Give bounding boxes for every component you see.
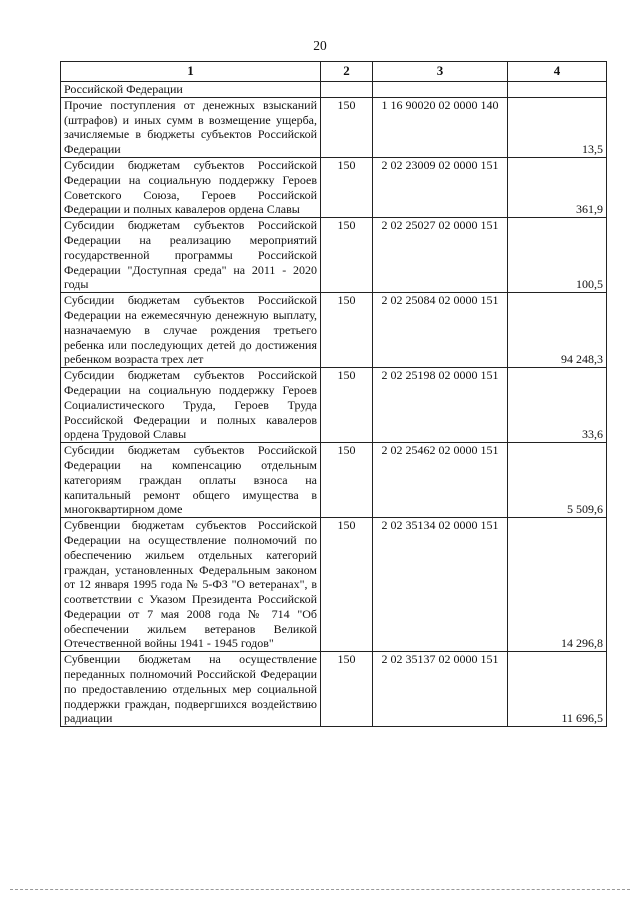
row-kbk-code: 2 02 35137 02 0000 151	[373, 652, 508, 727]
row-amount: 11 696,5	[508, 652, 607, 727]
table-row	[61, 518, 607, 652]
row-amount: 361,9	[508, 157, 607, 217]
table-row	[61, 368, 607, 443]
empty-cell	[508, 82, 607, 98]
row-kbk-code: 1 16 90020 02 0000 140	[373, 97, 508, 157]
row-admin-code: 150	[321, 293, 373, 368]
table-row	[61, 652, 607, 727]
row-admin-code: 150	[321, 157, 373, 217]
row-name: Субсидии бюджетам субъектов Российской Федерации на ежемесячную денежную выплату, назначаемую в случае рождения третьего ребенка или последующих детей до достижения ребенком возраста трех лет	[61, 293, 321, 368]
row-name: Субсидии бюджетам субъектов Российской Федерации на компенсацию отдельным категориям граждан оплаты взноса на капитальный ремонт общего имущества в многоквартирном доме	[61, 443, 321, 518]
table-header-row	[61, 62, 607, 82]
row-name: Субвенции бюджетам на осуществление переданных полномочий Российской Федерации по предоставлению отдельных мер социальной поддержки граждан, подвергшихся воздействию радиации	[61, 652, 321, 727]
row-kbk-code: 2 02 25462 02 0000 151	[373, 443, 508, 518]
scan-edge-line	[10, 889, 630, 892]
row-kbk-code: 2 02 25198 02 0000 151	[373, 368, 508, 443]
table-row	[61, 218, 607, 293]
row-name: Прочие поступления от денежных взысканий (штрафов) и иных сумм в возмещение ущерба, зачисляемые в бюджеты субъектов Российской Федерации	[61, 97, 321, 157]
row-kbk-code: 2 02 23009 02 0000 151	[373, 157, 508, 217]
row-name: Субсидии бюджетам субъектов Российской Федерации на социальную поддержку Героев Социалистического Труда, Героев Труда Российской Федерации и полных кавалеров ордена Трудовой Славы	[61, 368, 321, 443]
column-header: 3	[373, 62, 508, 82]
empty-cell	[373, 82, 508, 98]
row-admin-code: 150	[321, 368, 373, 443]
row-admin-code: 150	[321, 518, 373, 652]
row-kbk-code: 2 02 25084 02 0000 151	[373, 293, 508, 368]
row-kbk-code: 2 02 25027 02 0000 151	[373, 218, 508, 293]
page-number: 20	[313, 38, 327, 53]
empty-cell	[321, 82, 373, 98]
row-amount: 14 296,8	[508, 518, 607, 652]
table-row	[61, 157, 607, 217]
section-heading: Российской Федерации	[61, 82, 321, 98]
row-name: Субсидии бюджетам субъектов Российской Федерации на реализацию мероприятий государственной программы Российской Федерации "Доступная среда" на 2011 - 2020 годы	[61, 218, 321, 293]
column-header: 1	[61, 62, 321, 82]
row-amount: 94 248,3	[508, 293, 607, 368]
row-amount: 5 509,6	[508, 443, 607, 518]
revenue-table	[60, 61, 607, 727]
row-admin-code: 150	[321, 652, 373, 727]
row-admin-code: 150	[321, 97, 373, 157]
row-name: Субвенции бюджетам субъектов Российской Федерации на осуществление полномочий по обеспечению жильем отдельных категорий граждан, установленных Федеральным законом от 12 января 1995 года № 5-ФЗ "О ветеранах", в соответствии с Указом Президента Российской Федерации от 7 мая 2008 года № 714 "Об обеспечении жильем ветеранов Великой Отечественной войны 1941 - 1945 годов"	[61, 518, 321, 652]
row-name: Субсидии бюджетам субъектов Российской Федерации на социальную поддержку Героев Советского Союза, Героев Российской Федерации и полных кавалеров ордена Славы	[61, 157, 321, 217]
column-header: 2	[321, 62, 373, 82]
section-heading-row	[61, 82, 607, 98]
row-admin-code: 150	[321, 218, 373, 293]
row-amount: 100,5	[508, 218, 607, 293]
table-row	[61, 293, 607, 368]
column-header: 4	[508, 62, 607, 82]
table-row	[61, 443, 607, 518]
row-amount: 13,5	[508, 97, 607, 157]
row-kbk-code: 2 02 35134 02 0000 151	[373, 518, 508, 652]
table-row	[61, 97, 607, 157]
row-amount: 33,6	[508, 368, 607, 443]
row-admin-code: 150	[321, 443, 373, 518]
